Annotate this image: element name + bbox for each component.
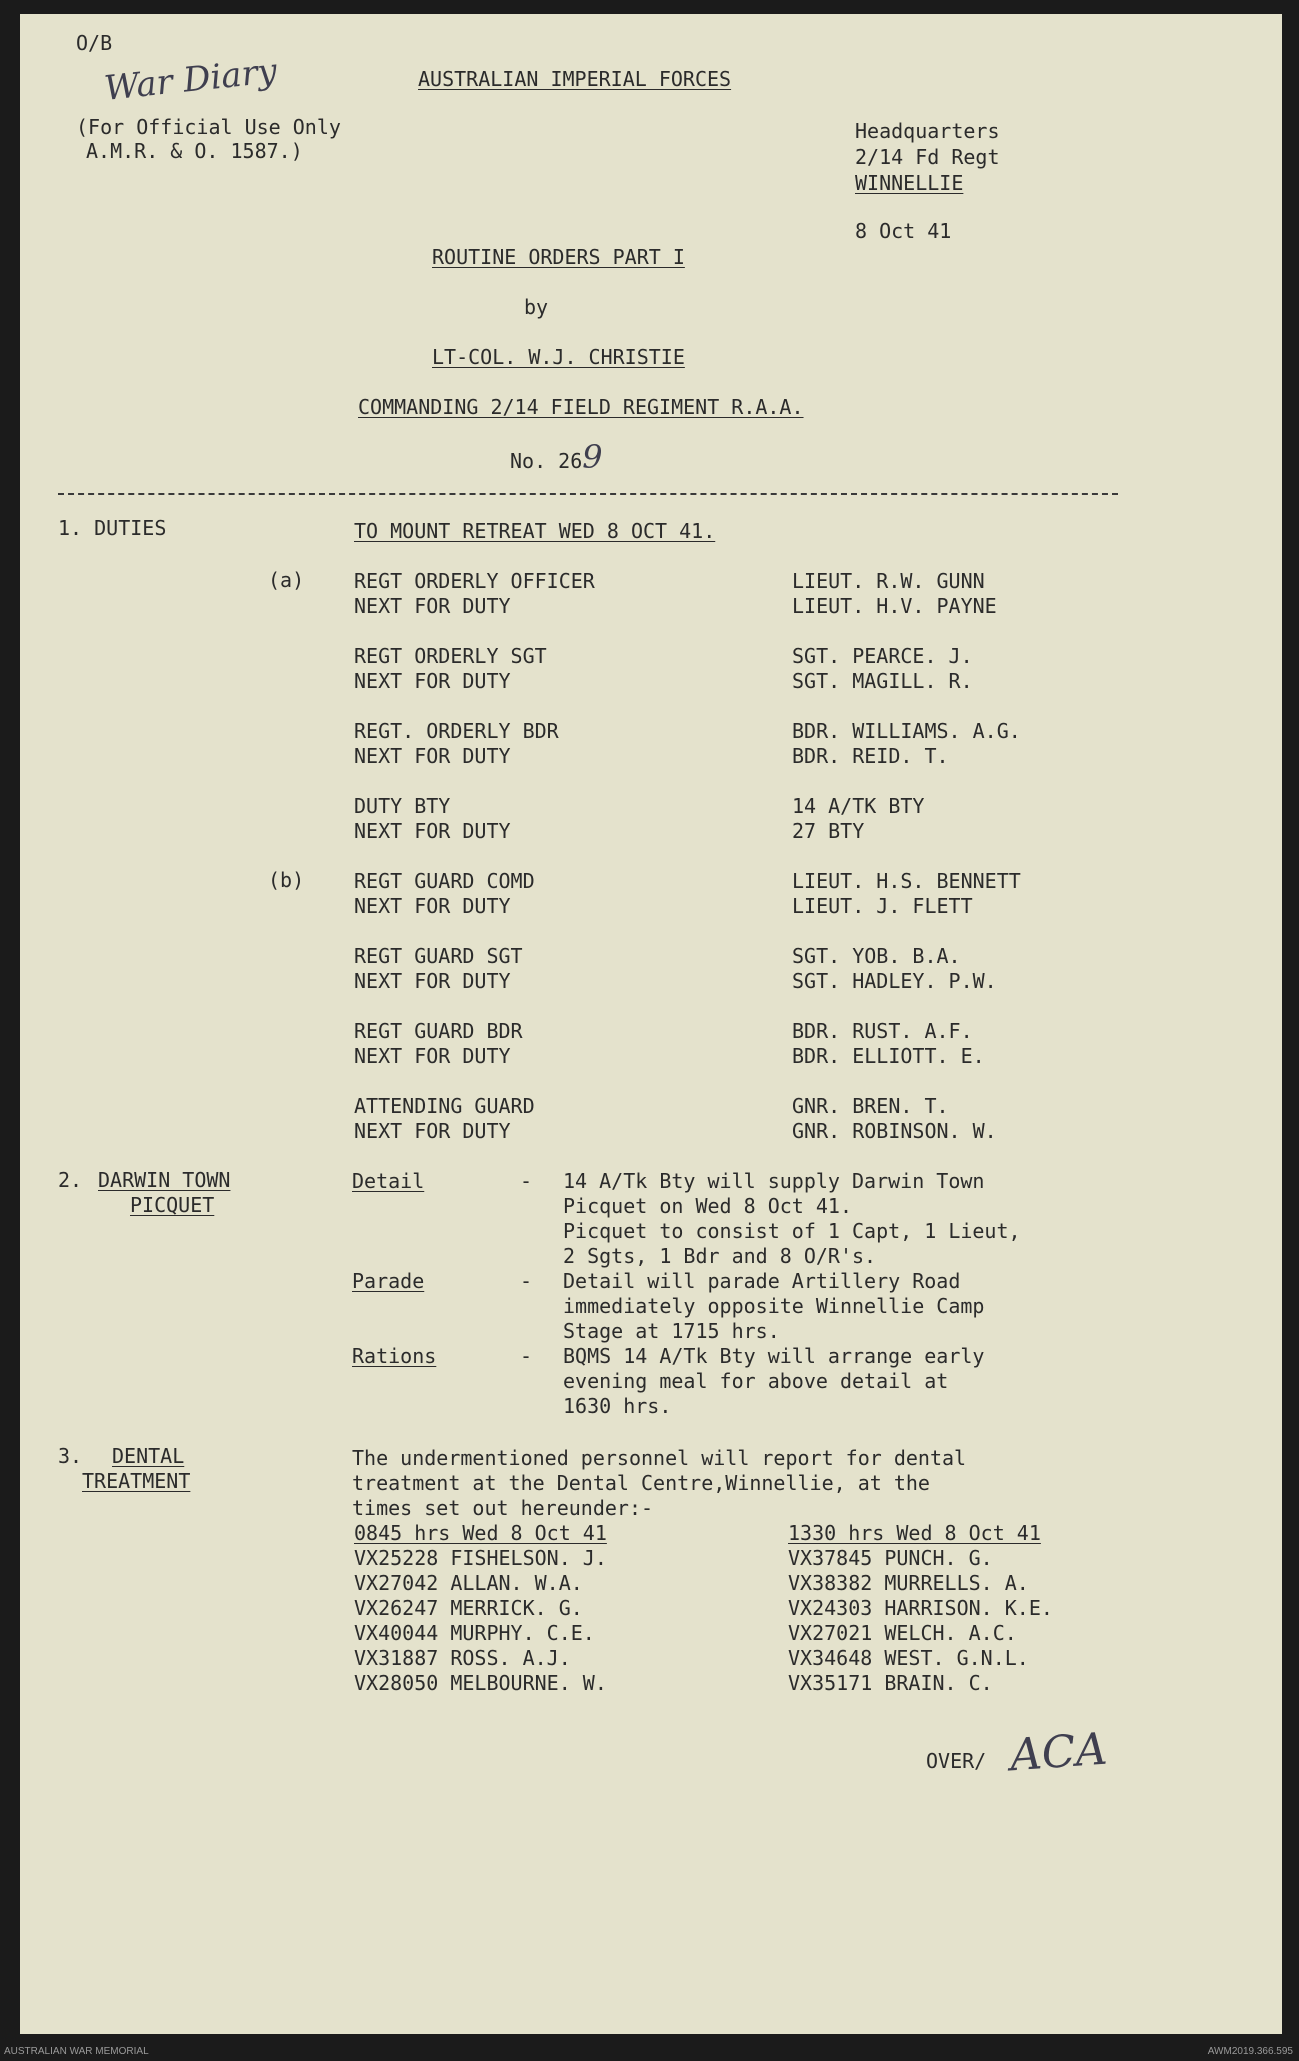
duty-next: NEXT FOR DUTY — [354, 744, 511, 768]
picquet-line: 2 Sgts, 1 Bdr and 8 O/R's. — [563, 1244, 877, 1268]
duty-next-person: LIEUT. J. FLETT — [792, 894, 973, 918]
picquet-label: Parade — [352, 1269, 425, 1293]
duty-role: ATTENDING GUARD — [354, 1094, 535, 1118]
dental-left-entry: VX27042 ALLAN. W.A. — [354, 1571, 583, 1595]
duty-person: BDR. RUST. A.F. — [792, 1019, 973, 1043]
dental-right-entry: VX34648 WEST. G.N.L. — [788, 1646, 1029, 1670]
duties-subheading: TO MOUNT RETREAT WED 8 OCT 41. — [354, 519, 716, 543]
dental-right-entry: VX38382 MURRELLS. A. — [788, 1571, 1029, 1595]
picquet-line: 1630 hrs. — [563, 1394, 672, 1418]
duty-person: GNR. BREN. T. — [792, 1094, 949, 1118]
dental-left-header: 0845 hrs Wed 8 Oct 41 — [354, 1521, 607, 1545]
dental-left-entry: VX26247 MERRICK. G. — [354, 1596, 583, 1620]
duty-role: DUTY BTY — [354, 794, 451, 818]
orders-title: ROUTINE ORDERS PART I — [432, 245, 685, 269]
separator-rule — [58, 493, 1118, 495]
credit-right: AWM2019.366.595 — [1207, 2046, 1293, 2057]
address-line-2: 2/14 Fd Regt — [855, 145, 1000, 169]
dental-right-entry: VX27021 WELCH. A.C. — [788, 1621, 1017, 1645]
duty-next-person: GNR. ROBINSON. W. — [792, 1119, 997, 1143]
duty-next-person: 27 BTY — [792, 819, 865, 843]
picquet-dash: - — [520, 1169, 533, 1193]
command-line: COMMANDING 2/14 FIELD REGIMENT R.A.A. — [358, 395, 804, 419]
label-b: (b) — [268, 868, 305, 892]
address-line-3: WINNELLIE — [855, 171, 964, 195]
duty-next: NEXT FOR DUTY — [354, 819, 511, 843]
duty-role: REGT GUARD COMD — [354, 869, 535, 893]
by-line: by — [524, 295, 549, 319]
duty-role: REGT. ORDERLY BDR — [354, 719, 559, 743]
duty-next-person: BDR. REID. T. — [792, 744, 949, 768]
handwritten-initials: ACA — [1008, 1723, 1109, 1782]
ob-mark: O/B — [76, 31, 113, 55]
picquet-label: Detail — [352, 1169, 425, 1193]
duty-next: NEXT FOR DUTY — [354, 594, 511, 618]
duty-next-person: LIEUT. H.V. PAYNE — [792, 594, 997, 618]
document-date: 8 Oct 41 — [855, 219, 952, 243]
picquet-line: Picquet to consist of 1 Capt, 1 Lieut, — [563, 1219, 1021, 1243]
duty-person: BDR. WILLIAMS. A.G. — [792, 719, 1021, 743]
dental-left-entry: VX40044 MURPHY. C.E. — [354, 1621, 595, 1645]
dental-intro-line: The undermentioned personnel will report for dental — [352, 1446, 967, 1470]
duty-next-person: SGT. MAGILL. R. — [792, 669, 973, 693]
picquet-label: Rations — [352, 1344, 437, 1368]
official-use-line-1: (For Official Use Only — [76, 115, 341, 139]
dental-right-entry: VX24303 HARRISON. K.E. — [788, 1596, 1053, 1620]
order-number — [510, 438, 603, 476]
picquet-line: 14 A/Tk Bty will supply Darwin Town — [563, 1169, 985, 1193]
duty-person: 14 A/TK BTY — [792, 794, 925, 818]
duty-person: LIEUT. H.S. BENNETT — [792, 869, 1021, 893]
duty-next: NEXT FOR DUTY — [354, 1044, 511, 1068]
address-line-1: Headquarters — [855, 119, 1000, 143]
duty-next-person: SGT. HADLEY. P.W. — [792, 969, 997, 993]
dental-left-entry: VX31887 ROSS. A.J. — [354, 1646, 571, 1670]
duty-role: REGT ORDERLY SGT — [354, 644, 547, 668]
dental-right-entry: VX37845 PUNCH. G. — [788, 1546, 993, 1570]
duty-next: NEXT FOR DUTY — [354, 669, 511, 693]
commander-name: LT-COL. W.J. CHRISTIE — [432, 345, 685, 369]
picquet-line: Picquet on Wed 8 Oct 41. — [563, 1194, 852, 1218]
duty-person: LIEUT. R.W. GUNN — [792, 569, 985, 593]
duty-next-person: BDR. ELLIOTT. E. — [792, 1044, 985, 1068]
official-use-line-2: A.M.R. & O. 1587.) — [86, 139, 303, 163]
org-title: AUSTRALIAN IMPERIAL FORCES — [418, 67, 732, 91]
dental-heading-1: DENTAL — [112, 1444, 185, 1468]
section-3-number: 3. — [58, 1444, 83, 1468]
order-number-handwritten: 9 — [582, 438, 603, 476]
duty-role: REGT GUARD SGT — [354, 944, 523, 968]
picquet-line: Detail will parade Artillery Road — [563, 1269, 961, 1293]
credit-left: AUSTRALIAN WAR MEMORIAL — [4, 2046, 149, 2057]
dental-left-entry: VX28050 MELBOURNE. W. — [354, 1671, 607, 1695]
duty-person: SGT. PEARCE. J. — [792, 644, 973, 668]
picquet-heading-1: DARWIN TOWN — [98, 1168, 231, 1192]
dental-left-entry: VX25228 FISHELSON. J. — [354, 1546, 607, 1570]
picquet-dash: - — [520, 1269, 533, 1293]
duty-next: NEXT FOR DUTY — [354, 969, 511, 993]
picquet-line: immediately opposite Winnellie Camp — [563, 1294, 985, 1318]
picquet-line: evening meal for above detail at — [563, 1369, 949, 1393]
picquet-dash: - — [520, 1344, 533, 1368]
picquet-line: BQMS 14 A/Tk Bty will arrange early — [563, 1344, 985, 1368]
dental-right-entry: VX35171 BRAIN. C. — [788, 1671, 993, 1695]
section-2-number: 2. — [58, 1168, 83, 1192]
duty-next: NEXT FOR DUTY — [354, 1119, 511, 1143]
order-number-prefix: No. 26 — [510, 449, 583, 473]
label-a: (a) — [268, 568, 305, 592]
duty-role: REGT ORDERLY OFFICER — [354, 569, 595, 593]
over-marker: OVER/ — [926, 1749, 987, 1773]
section-duties-heading: 1. DUTIES — [58, 516, 167, 540]
picquet-line: Stage at 1715 hrs. — [563, 1319, 780, 1343]
duty-next: NEXT FOR DUTY — [354, 894, 511, 918]
dental-intro-line: times set out hereunder:- — [352, 1496, 654, 1520]
duty-role: REGT GUARD BDR — [354, 1019, 523, 1043]
dental-intro-line: treatment at the Dental Centre,Winnellie, at the — [352, 1471, 930, 1495]
dental-right-header: 1330 hrs Wed 8 Oct 41 — [788, 1521, 1041, 1545]
dental-heading-2: TREATMENT — [82, 1469, 191, 1493]
handwritten-note: War Diary — [102, 51, 279, 109]
duty-person: SGT. YOB. B.A. — [792, 944, 961, 968]
picquet-heading-2: PICQUET — [130, 1193, 215, 1217]
